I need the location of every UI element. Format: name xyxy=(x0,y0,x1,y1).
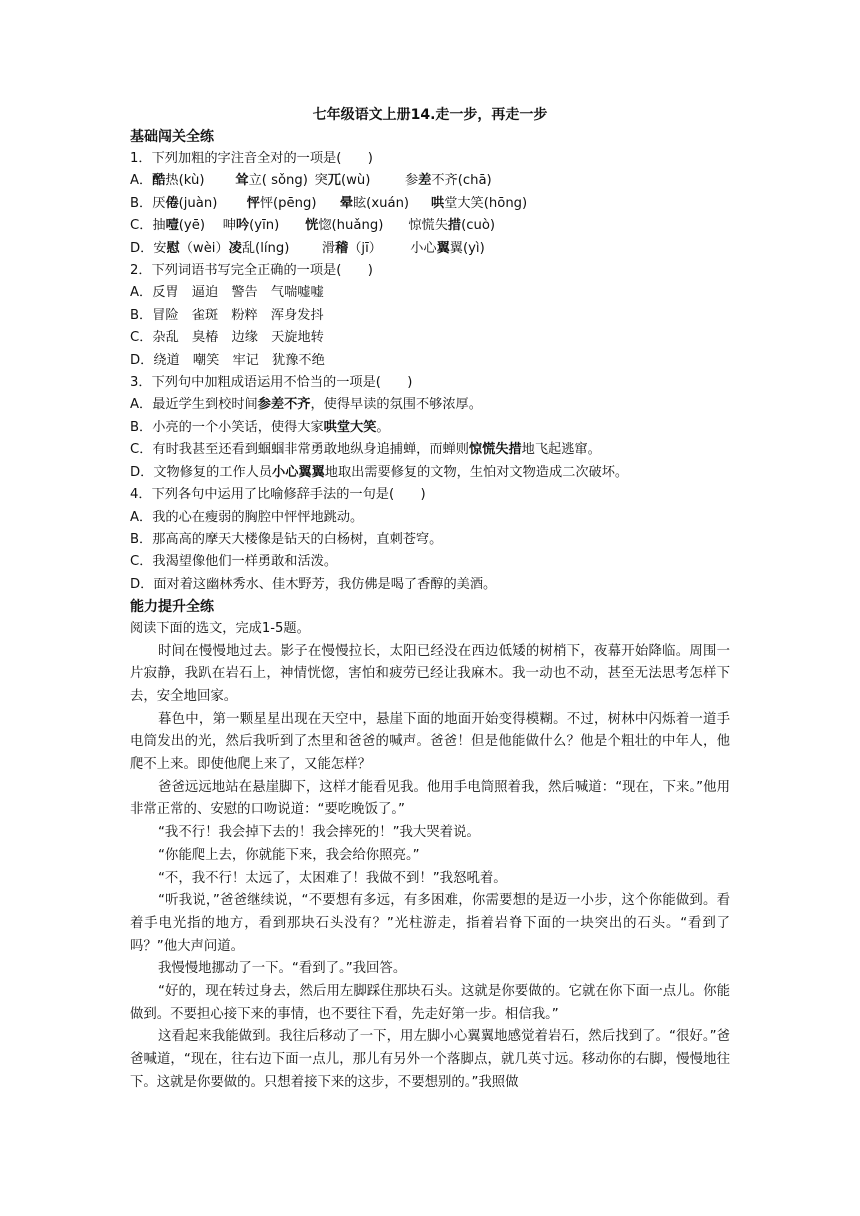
question-3-option-a: A．最近学生到校时间参差不齐，使得早读的氛围不够浓厚。 xyxy=(130,397,482,413)
question-2-option-a: A．反胃 逼迫 警告 气喘嘘嘘 xyxy=(130,285,324,301)
question-4-option-a: A．我的心在瘦弱的胸腔中怦怦地跳动。 xyxy=(130,509,364,525)
question-4-option-c: C．我渴望像他们一样勇敢和活泼。 xyxy=(130,554,338,570)
passage-paragraph: “好的，现在转过身去，然后用左脚踩住那块石头。这就是你要做的。它就在你下面一点儿。你能做到。不要担心接下来的事情，也不要往下看，先走好第一步。相信我。” xyxy=(130,984,730,1022)
question-4-stem: 4．下列各句中运用了比喻修辞手法的一句是( ) xyxy=(130,487,426,503)
passage-paragraph: “我不行！我会掉下去的！我会摔死的！”我大哭着说。 xyxy=(158,825,480,841)
question-1-option-b: B．厌倦(juàn) 怦怦(pēng) 晕眩(xuán) 哄堂大笑(hōng) xyxy=(130,195,528,211)
question-1-option-a: A．酷热(kù) 耸立( sǒng) 突兀(wù) 参差不齐(chā) xyxy=(130,173,492,189)
question-3-option-d: D．文物修复的工作人员小心翼翼地取出需要修复的文物，生怕对文物造成二次破坏。 xyxy=(130,464,629,480)
question-2-option-d: D．绕道 嘲笑 牢记 犹豫不绝 xyxy=(130,352,325,368)
passage-paragraph: 这看起来我能做到。我往后移动了一下，用左脚小心翼翼地感觉着岩石，然后找到了。“很好。”爸爸喊道，“现在，往右边下面一点儿，那儿有另外一个落脚点，就几英寸远。移动你的右脚，慢慢地往下。这就是你要做的。只想着接下来的这步，不要想别的。”我照做 xyxy=(130,1029,730,1090)
reading-instructions: 阅读下面的选文，完成1-5题。 xyxy=(130,621,310,637)
question-3-option-c: C．有时我甚至还看到蝈蝈非常勇敢地纵身追捕蝉，而蝉则惊慌失措地飞起逃窜。 xyxy=(130,442,601,458)
question-1-stem: 1．下列加粗的字注音全对的一项是( ) xyxy=(130,151,373,166)
passage-paragraph: 我慢慢地挪动了一下。“看到了。”我回答。 xyxy=(158,961,407,977)
question-2-option-c: C．杂乱 臭椿 边缘 天旋地转 xyxy=(130,330,324,346)
question-1-option-c: C．抽噎(yē) 呻吟(yīn) 恍惚(huǎng) 惊慌失措(cuò) xyxy=(130,218,496,234)
passage-paragraph: 时间在慢慢地过去。影子在慢慢拉长，太阳已经没在西边低矮的树梢下，夜幕开始降临。周围一片寂静，我趴在岩石上，神情恍惚，害怕和疲劳已经让我麻木。我一动也不动，甚至无法思考怎样下去，安全地回家。 xyxy=(130,643,730,704)
question-3-option-b: B．小亮的一个小笑话，使得大家哄堂大笑。 xyxy=(130,419,390,435)
section-heading-basic: 基础闯关全练 xyxy=(130,129,214,145)
passage-paragraph: “不，我不行！太远了，太困难了！我做不到！”我怒吼着。 xyxy=(158,870,507,886)
question-4-option-b: B．那高高的摩天大楼像是钻天的白杨树，直刺苍穹。 xyxy=(130,531,443,547)
question-2-option-b: B．冒险 雀斑 粉粹 浑身发抖 xyxy=(130,307,324,323)
passage-paragraph: “你能爬上去，你就能下来，我会给你照亮。” xyxy=(158,847,420,863)
page-title: 七年级语文上册14.走一步，再走一步 xyxy=(312,107,548,123)
question-2-stem: 2．下列词语书写完全正确的一项是( ) xyxy=(130,263,373,279)
passage-paragraph: 爸爸远远地站在悬崖脚下，这样才能看见我。他用手电筒照着我，然后喊道：“现在，下来。”他用非常正常的、安慰的口吻说道：“要吃晚饭了。” xyxy=(130,779,730,818)
section-heading-advanced: 能力提升全练 xyxy=(130,599,214,616)
passage-paragraph: 暮色中，第一颗星星出现在天空中，悬崖下面的地面开始变得模糊。不过，树林中闪烁着一道手电筒发出的光，然后我听到了杰里和爸爸的喊声。爸爸！但是他能做什么？他是个粗壮的中年人，他爬不上来。即使他爬上来了，又能怎样？ xyxy=(130,711,730,773)
question-3-stem: 3．下列句中加粗成语运用不恰当的一项是( ) xyxy=(130,375,413,391)
worksheet xyxy=(130,104,730,1095)
question-4-option-d: D．面对着这幽林秀水、佳木野芳，我仿佛是喝了香醇的美酒。 xyxy=(130,576,497,592)
question-1-option-d: D．安慰（wèi）凌乱(líng) 滑稽（jī） 小心翼翼(yì) xyxy=(130,240,485,256)
passage-paragraph: “听我说，”爸爸继续说，“不要想有多远，有多困难，你需要想的是迈一小步，这个你能做到。看着手电光指的地方，看到那块石头没有？”光柱游走，指着岩脊下面的一块突出的石头。“看到了吗？”他大声问道。 xyxy=(130,893,730,954)
